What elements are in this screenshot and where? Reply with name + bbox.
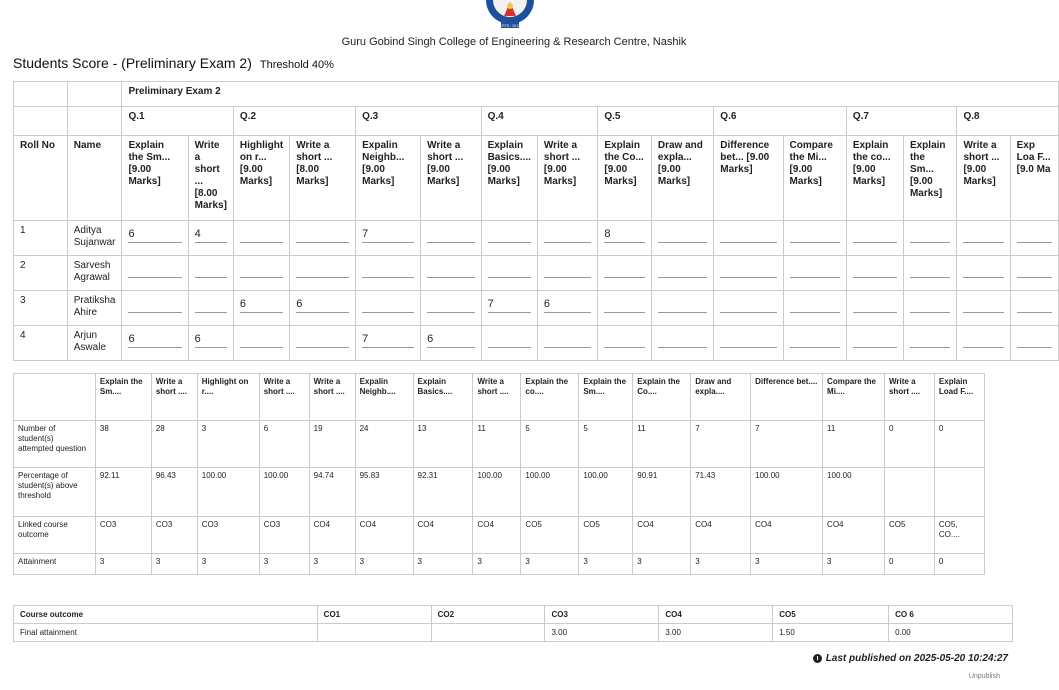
mark-cell bbox=[783, 326, 846, 361]
subquestion-header: Compare the Mi... [9.00 Marks] bbox=[783, 136, 846, 221]
mark-cell bbox=[290, 326, 356, 361]
question-header: Q.3 bbox=[356, 107, 481, 136]
mark-cell bbox=[1010, 221, 1058, 256]
mark-input[interactable] bbox=[790, 298, 840, 313]
student-name: Sarvesh Agrawal bbox=[67, 256, 122, 291]
summary-header: Explain Basics.... bbox=[413, 374, 473, 421]
blank-cell bbox=[14, 374, 96, 421]
mark-cell bbox=[957, 256, 1010, 291]
mark-cell bbox=[783, 221, 846, 256]
summary-value: CO4 bbox=[473, 517, 521, 554]
summary-value: 5 bbox=[579, 421, 633, 468]
summary-value: 100.00 bbox=[259, 468, 309, 517]
summary-value: 0 bbox=[884, 421, 934, 468]
mark-input[interactable] bbox=[720, 298, 776, 313]
summary-header: Explain the Sm.... bbox=[95, 374, 151, 421]
mark-cell bbox=[537, 326, 597, 361]
mark-input[interactable] bbox=[604, 333, 645, 348]
mark-input[interactable] bbox=[488, 263, 531, 278]
mark-cell bbox=[290, 256, 356, 291]
summary-table bbox=[13, 373, 985, 575]
final-attainment-value: 3.00 bbox=[659, 624, 773, 642]
summary-value: 100.00 bbox=[473, 468, 521, 517]
mark-cell bbox=[481, 291, 537, 326]
mark-input[interactable] bbox=[544, 228, 591, 243]
mark-cell bbox=[846, 221, 903, 256]
student-row bbox=[14, 221, 1059, 256]
mark-input[interactable] bbox=[720, 263, 776, 278]
summary-value: 7 bbox=[691, 421, 751, 468]
mark-input[interactable] bbox=[1017, 298, 1052, 313]
question-header: Q.4 bbox=[481, 107, 598, 136]
summary-header: Draw and expla.... bbox=[691, 374, 751, 421]
summary-value: 38 bbox=[95, 421, 151, 468]
subquestion-header: Write a short ... [9.00 Marks] bbox=[537, 136, 597, 221]
final-attainment-value bbox=[317, 624, 431, 642]
mark-cell bbox=[598, 326, 652, 361]
subquestion-header: Explain the Sm... [9.00 Marks] bbox=[122, 136, 188, 221]
summary-header: Explain Load F.... bbox=[934, 374, 984, 421]
summary-header: Write a short .... bbox=[259, 374, 309, 421]
mark-input[interactable]: 4 bbox=[195, 228, 227, 243]
roll-no: 4 bbox=[14, 326, 68, 361]
summary-value: CO5 bbox=[579, 517, 633, 554]
blank-cell bbox=[14, 82, 68, 107]
subquestion-header: Difference bet... [9.00 Marks] bbox=[714, 136, 783, 221]
unpublish-link[interactable]: Unpublish bbox=[968, 673, 1000, 680]
summary-value: CO4 bbox=[691, 517, 751, 554]
mark-cell bbox=[188, 256, 233, 291]
mark-input[interactable] bbox=[658, 298, 707, 313]
summary-value: CO4 bbox=[309, 517, 355, 554]
mark-input[interactable] bbox=[658, 333, 707, 348]
mark-input[interactable] bbox=[853, 298, 897, 313]
mark-input[interactable] bbox=[427, 298, 474, 313]
summary-value: 94.74 bbox=[309, 468, 355, 517]
mark-input[interactable] bbox=[296, 228, 349, 243]
summary-value: CO3 bbox=[259, 517, 309, 554]
mark-cell bbox=[537, 256, 597, 291]
mark-cell bbox=[233, 291, 289, 326]
mark-cell bbox=[714, 326, 783, 361]
final-attainment-value: 0.00 bbox=[889, 624, 1013, 642]
mark-cell bbox=[783, 256, 846, 291]
summary-value: 100.00 bbox=[823, 468, 885, 517]
summary-value: CO3 bbox=[95, 517, 151, 554]
summary-value: 3 bbox=[413, 554, 473, 575]
mark-input[interactable]: 8 bbox=[604, 228, 645, 243]
summary-value: 92.31 bbox=[413, 468, 473, 517]
subquestion-header: Explain Basics.... [9.00 Marks] bbox=[481, 136, 537, 221]
mark-input[interactable] bbox=[195, 263, 227, 278]
subquestion-header: Write a short ... [8.00 Marks] bbox=[290, 136, 356, 221]
mark-input[interactable]: 6 bbox=[240, 298, 283, 313]
score-table bbox=[13, 81, 1059, 361]
mark-cell bbox=[233, 326, 289, 361]
mark-cell bbox=[903, 221, 957, 256]
summary-value bbox=[884, 468, 934, 517]
mark-input[interactable] bbox=[720, 333, 776, 348]
mark-input[interactable] bbox=[910, 298, 951, 313]
summary-value: CO4 bbox=[823, 517, 885, 554]
mark-cell bbox=[122, 221, 188, 256]
summary-value: 6 bbox=[259, 421, 309, 468]
summary-value: 24 bbox=[355, 421, 413, 468]
published-text: Last published on 2025-05-20 10:24:27 bbox=[825, 653, 1008, 664]
question-header: Q.5 bbox=[598, 107, 714, 136]
outcome-header: CO3 bbox=[545, 606, 659, 624]
question-header: Q.8 bbox=[957, 107, 1059, 136]
summary-value: 5 bbox=[521, 421, 579, 468]
mark-input[interactable] bbox=[853, 333, 897, 348]
mark-cell bbox=[481, 221, 537, 256]
student-name: Aditya Sujanwar bbox=[67, 221, 122, 256]
mark-cell bbox=[421, 256, 481, 291]
summary-row bbox=[14, 421, 985, 468]
summary-value: CO3 bbox=[151, 517, 197, 554]
outcome-header: CO 6 bbox=[889, 606, 1013, 624]
mark-cell bbox=[957, 291, 1010, 326]
mark-cell bbox=[783, 291, 846, 326]
mark-input[interactable] bbox=[963, 228, 1003, 243]
summary-value: 100.00 bbox=[197, 468, 259, 517]
summary-header-row bbox=[14, 374, 985, 421]
summary-value: 71.43 bbox=[691, 468, 751, 517]
mark-cell bbox=[846, 326, 903, 361]
mark-cell bbox=[957, 221, 1010, 256]
mark-input[interactable] bbox=[853, 263, 897, 278]
mark-cell bbox=[903, 291, 957, 326]
summary-value: 3 bbox=[579, 554, 633, 575]
subquestion-header: Write a short ... [8.00 Marks] bbox=[188, 136, 233, 221]
mark-input[interactable] bbox=[1017, 333, 1052, 348]
summary-row-label: Linked course outcome bbox=[14, 517, 96, 554]
mark-input[interactable] bbox=[910, 263, 951, 278]
summary-value: 3 bbox=[151, 554, 197, 575]
summary-row bbox=[14, 517, 985, 554]
summary-row-label: Number of student(s) attempted question bbox=[14, 421, 96, 468]
student-name: Pratiksha Ahire bbox=[67, 291, 122, 326]
mark-input[interactable]: 6 bbox=[128, 228, 181, 243]
mark-cell bbox=[122, 256, 188, 291]
subquestion-header: Write a short ... [9.00 Marks] bbox=[957, 136, 1010, 221]
mark-input[interactable] bbox=[128, 298, 181, 313]
mark-cell bbox=[651, 256, 713, 291]
mark-input[interactable] bbox=[240, 333, 283, 348]
summary-value: 3 bbox=[521, 554, 579, 575]
mark-input[interactable]: 6 bbox=[544, 298, 591, 313]
mark-cell bbox=[714, 221, 783, 256]
college-logo bbox=[483, 0, 537, 30]
summary-header: Explain the Co.... bbox=[633, 374, 691, 421]
mark-cell bbox=[122, 326, 188, 361]
summary-value: CO4 bbox=[633, 517, 691, 554]
mark-cell bbox=[846, 256, 903, 291]
mark-input[interactable] bbox=[658, 263, 707, 278]
mark-cell bbox=[290, 291, 356, 326]
mark-input[interactable] bbox=[488, 333, 531, 348]
summary-header: Explain the Sm.... bbox=[579, 374, 633, 421]
mark-cell bbox=[421, 326, 481, 361]
college-name: Guru Gobind Singh College of Engineering & Research Centre, Nashik bbox=[341, 36, 687, 48]
mark-input[interactable]: 6 bbox=[128, 333, 181, 348]
final-attainment-value: 3.00 bbox=[545, 624, 659, 642]
mark-cell bbox=[421, 291, 481, 326]
mark-input[interactable] bbox=[963, 298, 1003, 313]
summary-value: 3 bbox=[355, 554, 413, 575]
summary-header: Explain the co.... bbox=[521, 374, 579, 421]
roll-no: 3 bbox=[14, 291, 68, 326]
outcome-header-row bbox=[14, 606, 1013, 624]
summary-row-label: Percentage of student(s) above threshold bbox=[14, 468, 96, 517]
summary-value: 11 bbox=[633, 421, 691, 468]
mark-input[interactable]: 6 bbox=[195, 333, 227, 348]
mark-cell bbox=[598, 291, 652, 326]
mark-cell bbox=[188, 221, 233, 256]
mark-cell bbox=[188, 326, 233, 361]
mark-cell bbox=[714, 291, 783, 326]
mark-input[interactable]: 6 bbox=[427, 333, 474, 348]
summary-value: 0 bbox=[934, 421, 984, 468]
mark-input[interactable] bbox=[790, 333, 840, 348]
mark-cell bbox=[651, 221, 713, 256]
mark-cell bbox=[421, 221, 481, 256]
subquestion-header: Highlight on r... [9.00 Marks] bbox=[233, 136, 289, 221]
subquestion-header: Explain the co... [9.00 Marks] bbox=[846, 136, 903, 221]
summary-table-container bbox=[13, 373, 1013, 573]
summary-value: 100.00 bbox=[521, 468, 579, 517]
mark-input[interactable] bbox=[240, 263, 283, 278]
question-header: Q.2 bbox=[233, 107, 355, 136]
mark-input[interactable]: 7 bbox=[362, 228, 414, 243]
mark-input[interactable] bbox=[427, 228, 474, 243]
summary-header: Write a short .... bbox=[151, 374, 197, 421]
summary-value: 100.00 bbox=[751, 468, 823, 517]
summary-header: Difference bet.... bbox=[751, 374, 823, 421]
blank-cell bbox=[67, 107, 122, 136]
summary-value: 90.91 bbox=[633, 468, 691, 517]
mark-input[interactable] bbox=[362, 298, 414, 313]
mark-cell bbox=[188, 291, 233, 326]
mark-cell bbox=[1010, 326, 1058, 361]
summary-value: CO4 bbox=[355, 517, 413, 554]
summary-value: 3 bbox=[309, 554, 355, 575]
mark-cell bbox=[651, 291, 713, 326]
student-name: Arjun Aswale bbox=[67, 326, 122, 361]
exam-title: Preliminary Exam 2 bbox=[122, 82, 1059, 107]
question-header: Q.6 bbox=[714, 107, 847, 136]
question-header: Q.7 bbox=[846, 107, 957, 136]
mark-cell bbox=[356, 291, 421, 326]
mark-input[interactable]: 7 bbox=[488, 298, 531, 313]
mark-input[interactable] bbox=[658, 228, 707, 243]
student-row bbox=[14, 326, 1059, 361]
summary-value bbox=[934, 468, 984, 517]
blank-cell bbox=[14, 107, 68, 136]
mark-cell bbox=[537, 221, 597, 256]
mark-input[interactable] bbox=[195, 298, 227, 313]
summary-value: 3 bbox=[751, 554, 823, 575]
summary-header: Write a short .... bbox=[473, 374, 521, 421]
mark-cell bbox=[356, 326, 421, 361]
final-attainment-row bbox=[14, 624, 1013, 642]
summary-row bbox=[14, 554, 985, 575]
mark-input[interactable] bbox=[604, 298, 645, 313]
mark-cell bbox=[233, 221, 289, 256]
roll-no-header: Roll No bbox=[14, 136, 68, 221]
blank-cell bbox=[67, 82, 122, 107]
summary-value: 0 bbox=[934, 554, 984, 575]
mark-cell bbox=[714, 256, 783, 291]
mark-input[interactable] bbox=[544, 263, 591, 278]
summary-value: 92.11 bbox=[95, 468, 151, 517]
mark-input[interactable] bbox=[362, 263, 414, 278]
summary-row bbox=[14, 468, 985, 517]
outcome-table bbox=[13, 605, 1013, 642]
mark-input[interactable] bbox=[720, 228, 776, 243]
summary-value: 3 bbox=[259, 554, 309, 575]
title-row bbox=[13, 55, 334, 71]
summary-value: 3 bbox=[633, 554, 691, 575]
threshold-label: Threshold 40% bbox=[259, 59, 334, 71]
mark-input[interactable] bbox=[296, 263, 349, 278]
summary-header: Write a short .... bbox=[884, 374, 934, 421]
summary-value: CO5 bbox=[521, 517, 579, 554]
mark-cell bbox=[903, 326, 957, 361]
mark-input[interactable] bbox=[790, 228, 840, 243]
mark-input[interactable] bbox=[240, 228, 283, 243]
page-title: Students Score - (Preliminary Exam 2) bbox=[13, 55, 252, 71]
mark-input[interactable] bbox=[963, 333, 1003, 348]
summary-value: 95.83 bbox=[355, 468, 413, 517]
exam-row bbox=[14, 82, 1059, 107]
mark-input[interactable] bbox=[488, 228, 531, 243]
mark-cell bbox=[233, 256, 289, 291]
outcome-header: CO5 bbox=[773, 606, 889, 624]
student-row bbox=[14, 256, 1059, 291]
outcome-header: CO1 bbox=[317, 606, 431, 624]
mark-cell bbox=[903, 256, 957, 291]
mark-cell bbox=[290, 221, 356, 256]
final-attainment-value bbox=[431, 624, 545, 642]
mark-input[interactable]: 7 bbox=[362, 333, 414, 348]
mark-cell bbox=[1010, 291, 1058, 326]
mark-input[interactable] bbox=[427, 263, 474, 278]
mark-cell bbox=[598, 221, 652, 256]
mark-cell bbox=[122, 291, 188, 326]
summary-value: 3 bbox=[95, 554, 151, 575]
mark-input[interactable] bbox=[790, 263, 840, 278]
summary-value: 96.43 bbox=[151, 468, 197, 517]
mark-input[interactable] bbox=[963, 263, 1003, 278]
summary-value: 100.00 bbox=[579, 468, 633, 517]
mark-input[interactable] bbox=[853, 228, 897, 243]
summary-value: CO4 bbox=[751, 517, 823, 554]
summary-value: 28 bbox=[151, 421, 197, 468]
outcome-header: Course outcome bbox=[14, 606, 318, 624]
name-header: Name bbox=[67, 136, 122, 221]
mark-cell bbox=[481, 326, 537, 361]
mark-cell bbox=[957, 326, 1010, 361]
summary-value: CO5, CO.... bbox=[934, 517, 984, 554]
summary-value: CO3 bbox=[197, 517, 259, 554]
mark-cell bbox=[1010, 256, 1058, 291]
roll-no: 1 bbox=[14, 221, 68, 256]
mark-cell bbox=[481, 256, 537, 291]
subquestion-row bbox=[14, 136, 1059, 221]
mark-cell bbox=[356, 256, 421, 291]
mark-input[interactable]: 6 bbox=[296, 298, 349, 313]
subquestion-header: Expalin Neighb... [9.00 Marks] bbox=[356, 136, 421, 221]
summary-value: CO4 bbox=[413, 517, 473, 554]
outcome-header: CO2 bbox=[431, 606, 545, 624]
summary-row-label: Attainment bbox=[14, 554, 96, 575]
summary-value: 3 bbox=[691, 554, 751, 575]
summary-value: CO5 bbox=[884, 517, 934, 554]
summary-value: 11 bbox=[473, 421, 521, 468]
summary-value: 7 bbox=[751, 421, 823, 468]
mark-cell bbox=[651, 326, 713, 361]
mark-cell bbox=[356, 221, 421, 256]
summary-header: Write a short .... bbox=[309, 374, 355, 421]
summary-header: Compare the Mi.... bbox=[823, 374, 885, 421]
summary-value: 3 bbox=[197, 554, 259, 575]
subquestion-header: Explain the Co... [9.00 Marks] bbox=[598, 136, 652, 221]
subquestion-header: Write a short ... [9.00 Marks] bbox=[421, 136, 481, 221]
mark-input[interactable] bbox=[544, 333, 591, 348]
summary-value: 19 bbox=[309, 421, 355, 468]
clock-icon bbox=[813, 654, 822, 663]
mark-input[interactable] bbox=[1017, 263, 1052, 278]
summary-value: 11 bbox=[823, 421, 885, 468]
outcome-header: CO4 bbox=[659, 606, 773, 624]
final-attainment-value: 1.50 bbox=[773, 624, 889, 642]
mark-input[interactable] bbox=[910, 228, 951, 243]
summary-header: Expalin Neighb.... bbox=[355, 374, 413, 421]
logo-text: ESTD : 2013 bbox=[499, 24, 521, 28]
subquestion-header: Draw and expla... [9.00 Marks] bbox=[651, 136, 713, 221]
mark-cell bbox=[598, 256, 652, 291]
summary-value: 3 bbox=[823, 554, 885, 575]
outcome-table-container bbox=[13, 605, 1013, 642]
roll-no: 2 bbox=[14, 256, 68, 291]
published-info bbox=[813, 653, 1008, 664]
summary-value: 3 bbox=[197, 421, 259, 468]
mark-cell bbox=[537, 291, 597, 326]
summary-value: 0 bbox=[884, 554, 934, 575]
mark-input[interactable] bbox=[296, 333, 349, 348]
subquestion-header: Explain the Sm... [9.00 Marks] bbox=[903, 136, 957, 221]
summary-header: Highlight on r.... bbox=[197, 374, 259, 421]
mark-input[interactable] bbox=[128, 263, 181, 278]
subquestion-header: Exp Loa F... [9.0 Ma bbox=[1010, 136, 1058, 221]
mark-input[interactable] bbox=[604, 263, 645, 278]
score-table-container[interactable] bbox=[13, 81, 1051, 371]
question-row bbox=[14, 107, 1059, 136]
question-header: Q.1 bbox=[122, 107, 233, 136]
mark-cell bbox=[846, 291, 903, 326]
mark-input[interactable] bbox=[1017, 228, 1052, 243]
summary-value: 13 bbox=[413, 421, 473, 468]
final-attainment-label: Final attainment bbox=[14, 624, 318, 642]
student-row bbox=[14, 291, 1059, 326]
mark-input[interactable] bbox=[910, 333, 951, 348]
summary-value: 3 bbox=[473, 554, 521, 575]
